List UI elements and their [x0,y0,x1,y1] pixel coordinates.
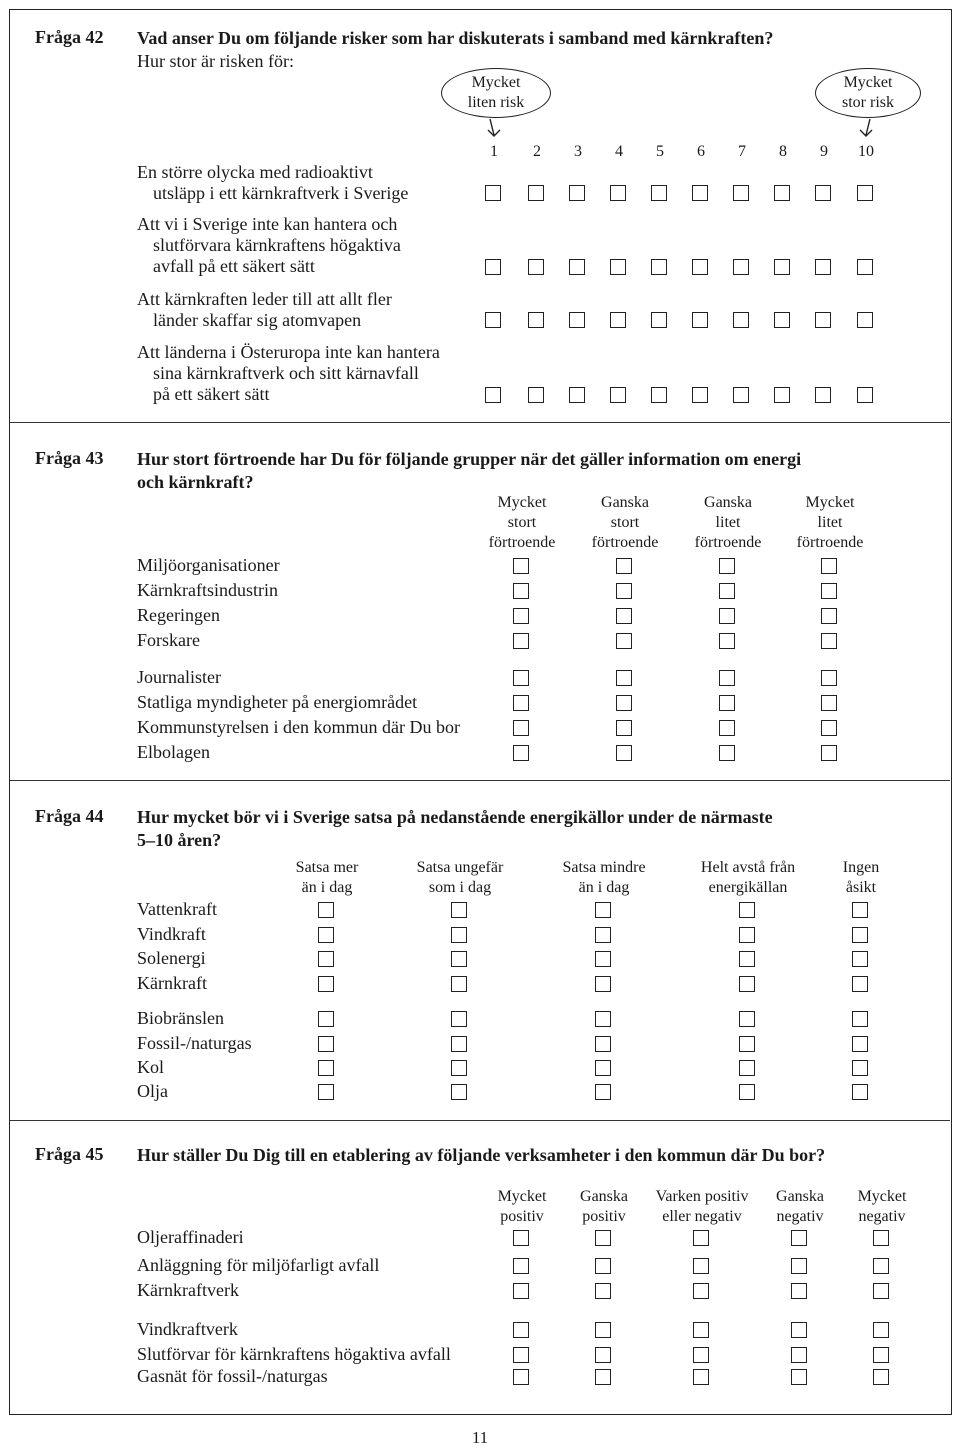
q42-question-line2: Hur stor är risken för: [137,51,294,71]
q44-item-6-checkbox-4[interactable] [739,1036,755,1052]
q44-number: Fråga 44 [35,806,104,826]
q42-high-label-line2: stor risk [842,94,894,111]
q45-number: Fråga 45 [35,1144,104,1164]
down-arrow-icon [486,118,502,142]
q45-item-1-checkbox-2[interactable] [595,1230,611,1246]
q43-item-6-checkbox-2[interactable] [616,695,632,711]
q44-item-5-checkbox-4[interactable] [739,1011,755,1027]
q44-item-5-label: Biobränslen [137,1008,224,1028]
q45-header-1-line1: Mycket [497,1188,547,1205]
q42-item-3-checkbox-8[interactable] [774,312,790,328]
q44-item-7-checkbox-2[interactable] [451,1060,467,1076]
q43-item-6-label: Statliga myndigheter på energiområdet [137,692,418,712]
q44-item-7-checkbox-3[interactable] [595,1060,611,1076]
q45-header-3 [656,1187,749,1227]
q43-header-3-line2: litet [715,514,741,531]
down-arrow-icon [858,118,874,142]
q42-number: Fråga 42 [35,27,104,47]
q43-item-5-checkbox-4[interactable] [821,670,837,686]
q44-header-5-line2: åsikt [845,879,877,896]
q44-item-5-checkbox-3[interactable] [595,1011,611,1027]
q43-item-3-checkbox-2[interactable] [616,608,632,624]
q45-header-5 [858,1187,907,1227]
q42-item-4-checkbox-4[interactable] [610,387,626,403]
q45-item-5-checkbox-3[interactable] [693,1347,709,1363]
q44-header-5 [843,858,879,898]
q43-item-8-checkbox-3[interactable] [719,745,735,761]
q44-item-7-label: Kol [137,1057,164,1077]
q42-item-3-checkbox-9[interactable] [815,312,831,328]
q45-header-3-line1: Varken positiv [655,1188,749,1205]
q43-header-2 [592,493,659,553]
section-divider [10,1120,950,1121]
q42-scale-3: 3 [574,143,582,160]
q44-item-6-checkbox-2[interactable] [451,1036,467,1052]
q43-item-6-checkbox-4[interactable] [821,695,837,711]
q45-item-1-checkbox-1[interactable] [513,1230,529,1246]
q43-header-1 [489,493,556,553]
q43-item-5-checkbox-2[interactable] [616,670,632,686]
q44-item-3-checkbox-2[interactable] [451,951,467,967]
q42-item-3-checkbox-10[interactable] [857,312,873,328]
q45-header-2 [580,1187,628,1227]
q44-header-1-line2: än i dag [301,879,353,896]
q42-item-3-checkbox-6[interactable] [692,312,708,328]
q44-item-6-checkbox-3[interactable] [595,1036,611,1052]
q43-header-3-line1: Ganska [704,494,752,511]
q43-header-1-line1: Mycket [497,494,547,511]
q42-item-1-checkbox-3[interactable] [569,185,585,201]
q43-item-3-label: Regeringen [137,605,220,625]
q45-item-6-checkbox-2[interactable] [595,1369,611,1385]
q45-item-5-label: Slutförvar för kärnkraftens högaktiva avfall [137,1344,451,1364]
q43-header-4-line3: förtroende [796,534,864,551]
q42-scale-4: 4 [615,143,623,160]
q44-header-4-line2: energikällan [708,879,788,896]
q42-item-3-checkbox-7[interactable] [733,312,749,328]
q42-item-3-checkbox-4[interactable] [610,312,626,328]
q43-item-6-checkbox-1[interactable] [513,695,529,711]
q45-item-3-label: Kärnkraftverk [137,1280,239,1300]
q42-item-1-checkbox-6[interactable] [692,185,708,201]
q42-item-1-checkbox-9[interactable] [815,185,831,201]
q42-item-2-checkbox-9[interactable] [815,259,831,275]
q44-item-1-checkbox-2[interactable] [451,902,467,918]
q43-item-3-checkbox-3[interactable] [719,608,735,624]
q42-item-1-checkbox-1[interactable] [485,185,501,201]
q44-item-6-checkbox-5[interactable] [852,1036,868,1052]
q43-item-2-checkbox-2[interactable] [616,583,632,599]
q42-item-1-checkbox-10[interactable] [857,185,873,201]
q42-low-label-line2: liten risk [467,94,525,111]
q43-item-2-checkbox-4[interactable] [821,583,837,599]
q44-header-2-line2: som i dag [428,879,492,896]
q42-question [137,27,773,73]
q42-item-3 [137,289,392,331]
q43-header-4-line2: litet [817,514,843,531]
q45-item-6-checkbox-4[interactable] [791,1369,807,1385]
q45-item-3-checkbox-3[interactable] [693,1283,709,1299]
q42-item-2-checkbox-2[interactable] [528,259,544,275]
q44-item-5-checkbox-5[interactable] [852,1011,868,1027]
q44-header-4 [701,858,795,898]
q45-item-2-checkbox-2[interactable] [595,1258,611,1274]
q45-header-4-line1: Ganska [776,1188,824,1205]
q44-item-7-checkbox-4[interactable] [739,1060,755,1076]
q43-header-1-line2: stort [507,514,537,531]
q43-item-4-checkbox-1[interactable] [513,633,529,649]
q42-item-4-checkbox-1[interactable] [485,387,501,403]
q45-item-1-checkbox-4[interactable] [791,1230,807,1246]
q43-header-1-line3: förtroende [488,534,556,551]
q44-item-1-checkbox-4[interactable] [739,902,755,918]
q44-item-4-checkbox-5[interactable] [852,976,868,992]
q42-low-label-bubble [441,68,551,118]
q45-header-4-line2: negativ [776,1208,824,1225]
q44-item-2-label: Vindkraft [137,924,206,944]
q44-question [137,806,773,852]
q42-item-2-checkbox-4[interactable] [610,259,626,275]
q42-item-3-line1: Att kärnkraften leder till att allt fler [137,289,392,309]
q44-item-4-checkbox-2[interactable] [451,976,467,992]
q45-item-1-label: Oljeraffinaderi [137,1227,244,1247]
q43-question-line2: och kärnkraft? [137,472,254,492]
q42-item-2-checkbox-8[interactable] [774,259,790,275]
q44-item-8-checkbox-2[interactable] [451,1084,467,1100]
q43-question-line1: Hur stort förtroende har Du för följande grupper när det gäller information om energi [137,449,802,469]
q43-item-7-checkbox-4[interactable] [821,720,837,736]
q45-item-3-checkbox-2[interactable] [595,1283,611,1299]
q44-item-8-checkbox-4[interactable] [739,1084,755,1100]
q42-scale-10: 10 [858,143,874,160]
q43-item-7-checkbox-2[interactable] [616,720,632,736]
q42-item-1 [137,162,408,204]
q42-item-2-line1: Att vi i Sverige inte kan hantera och [137,214,398,234]
q45-item-4-checkbox-5[interactable] [873,1322,889,1338]
q42-scale-1: 1 [490,143,498,160]
q45-item-2-checkbox-1[interactable] [513,1258,529,1274]
q44-question-line2: 5–10 åren? [137,830,222,850]
q43-number: Fråga 43 [35,448,104,468]
q42-item-4-checkbox-8[interactable] [774,387,790,403]
q43-header-2-line1: Ganska [601,494,649,511]
q42-item-4-checkbox-5[interactable] [651,387,667,403]
q43-item-8-checkbox-2[interactable] [616,745,632,761]
q42-item-1-checkbox-5[interactable] [651,185,667,201]
q43-item-5-label: Journalister [137,667,221,687]
q45-item-5-checkbox-4[interactable] [791,1347,807,1363]
q42-scale-9: 9 [820,143,828,160]
q45-item-1-checkbox-5[interactable] [873,1230,889,1246]
q42-item-4-checkbox-9[interactable] [815,387,831,403]
q42-item-4-line3: på ett säkert sätt [153,384,270,404]
q43-item-4-checkbox-4[interactable] [821,633,837,649]
q42-item-1-checkbox-8[interactable] [774,185,790,201]
q44-item-1-label: Vattenkraft [137,899,217,919]
q43-header-2-line3: förtroende [591,534,659,551]
q44-header-4-line1: Helt avstå från [700,859,796,876]
q45-header-4 [776,1187,824,1227]
q42-item-2 [137,214,401,277]
q45-item-3-checkbox-4[interactable] [791,1283,807,1299]
q45-item-6-checkbox-3[interactable] [693,1369,709,1385]
q43-header-2-line2: stort [610,514,640,531]
q42-scale-8: 8 [779,143,787,160]
q42-scale-6: 6 [697,143,705,160]
section-divider [10,780,950,781]
q44-question-line1: Hur mycket bör vi i Sverige satsa på nedanstående energikällor under de närmaste [137,807,773,827]
q42-high-label-line1: Mycket [843,74,893,91]
q43-item-6-checkbox-3[interactable] [719,695,735,711]
q45-item-4-checkbox-3[interactable] [693,1322,709,1338]
q42-item-1-line2: utsläpp i ett kärnkraftverk i Sverige [153,183,409,203]
q44-item-5-checkbox-1[interactable] [318,1011,334,1027]
q44-header-3-line1: Satsa mindre [562,859,646,876]
q45-item-2-label: Anläggning för miljöfarligt avfall [137,1255,380,1275]
q44-item-2-checkbox-2[interactable] [451,927,467,943]
q43-item-7-checkbox-3[interactable] [719,720,735,736]
q45-item-2-checkbox-5[interactable] [873,1258,889,1274]
q45-header-1 [498,1187,547,1227]
q45-item-6-checkbox-5[interactable] [873,1369,889,1385]
q42-item-3-checkbox-1[interactable] [485,312,501,328]
q42-item-2-line2: slutförvara kärnkraftens högaktiva [153,235,401,255]
q43-item-4-checkbox-3[interactable] [719,633,735,649]
q45-header-5-line2: negativ [858,1208,906,1225]
q42-item-2-checkbox-1[interactable] [485,259,501,275]
q44-item-1-checkbox-5[interactable] [852,902,868,918]
q43-item-5-checkbox-3[interactable] [719,670,735,686]
q43-header-3 [695,493,762,553]
q43-item-2-checkbox-3[interactable] [719,583,735,599]
q43-item-7-label: Kommunstyrelsen i den kommun där Du bor [137,717,460,737]
q43-item-5-checkbox-1[interactable] [513,670,529,686]
q44-item-5-checkbox-2[interactable] [451,1011,467,1027]
q45-item-5-checkbox-1[interactable] [513,1347,529,1363]
q45-item-4-checkbox-2[interactable] [595,1322,611,1338]
q43-item-4-checkbox-2[interactable] [616,633,632,649]
q45-header-2-line1: Ganska [580,1188,628,1205]
q42-scale-2: 2 [533,143,541,160]
q42-scale-7: 7 [738,143,746,160]
q42-item-4-checkbox-6[interactable] [692,387,708,403]
q42-low-label-line1: Mycket [471,74,521,91]
q42-item-4-checkbox-7[interactable] [733,387,749,403]
q42-item-2-checkbox-3[interactable] [569,259,585,275]
q44-item-2-checkbox-5[interactable] [852,927,868,943]
q42-item-2-line3: avfall på ett säkert sätt [153,256,315,276]
q42-item-4-checkbox-2[interactable] [528,387,544,403]
q45-item-6-checkbox-1[interactable] [513,1369,529,1385]
q45-item-2-checkbox-3[interactable] [693,1258,709,1274]
q43-item-1-checkbox-1[interactable] [513,558,529,574]
q45-header-3-line2: eller negativ [662,1208,742,1225]
q45-header-5-line1: Mycket [857,1188,907,1205]
q44-item-8-label: Olja [137,1081,168,1101]
q44-item-1-checkbox-3[interactable] [595,902,611,918]
q44-item-7-checkbox-5[interactable] [852,1060,868,1076]
q44-header-3 [562,858,645,898]
q42-high-label-bubble [815,68,921,118]
q42-item-3-checkbox-3[interactable] [569,312,585,328]
q44-item-4-checkbox-3[interactable] [595,976,611,992]
q45-item-3-checkbox-5[interactable] [873,1283,889,1299]
q43-item-1-checkbox-3[interactable] [719,558,735,574]
q44-item-6-checkbox-1[interactable] [318,1036,334,1052]
q43-item-1-label: Miljöorganisationer [137,555,280,575]
q44-item-4-checkbox-1[interactable] [318,976,334,992]
q45-item-4-checkbox-1[interactable] [513,1322,529,1338]
q44-header-2 [417,858,504,898]
page-number: 11 [471,1428,489,1447]
q42-item-4-line2: sina kärnkraftverk och sitt kärnavfall [153,363,419,383]
q42-item-4-checkbox-3[interactable] [569,387,585,403]
q43-header-4 [797,493,864,553]
q45-item-6-label: Gasnät för fossil-/naturgas [137,1366,328,1386]
q44-header-5-line1: Ingen [842,859,880,876]
q45-header-2-line2: positiv [582,1208,626,1225]
q42-scale-5: 5 [656,143,664,160]
q44-item-3-checkbox-3[interactable] [595,951,611,967]
q43-item-8-label: Elbolagen [137,742,210,762]
q44-header-1 [296,858,359,898]
q42-question-line1: Vad anser Du om följande risker som har diskuterats i samband med kärnkraften? [137,28,774,48]
section-divider [10,422,950,423]
q42-item-4-checkbox-10[interactable] [857,387,873,403]
q42-item-2-checkbox-6[interactable] [692,259,708,275]
q42-item-1-checkbox-4[interactable] [610,185,626,201]
q42-item-3-line2: länder skaffar sig atomvapen [153,310,362,330]
q42-item-2-checkbox-10[interactable] [857,259,873,275]
q44-item-4-label: Kärnkraft [137,973,207,993]
q44-item-8-checkbox-5[interactable] [852,1084,868,1100]
q44-header-2-line1: Satsa ungefär [416,859,504,876]
q43-item-2-label: Kärnkraftsindustrin [137,580,278,600]
q44-item-3-checkbox-1[interactable] [318,951,334,967]
q42-item-3-checkbox-5[interactable] [651,312,667,328]
q42-item-1-checkbox-7[interactable] [733,185,749,201]
q43-item-8-checkbox-4[interactable] [821,745,837,761]
q44-header-3-line2: än i dag [578,879,630,896]
q42-item-2-checkbox-7[interactable] [733,259,749,275]
q44-item-7-checkbox-1[interactable] [318,1060,334,1076]
q45-item-2-checkbox-4[interactable] [791,1258,807,1274]
q45-item-3-checkbox-1[interactable] [513,1283,529,1299]
q44-item-1-checkbox-1[interactable] [318,902,334,918]
q42-item-1-line1: En större olycka med radioaktivt [137,162,373,182]
q42-item-2-checkbox-5[interactable] [651,259,667,275]
q44-item-8-checkbox-1[interactable] [318,1084,334,1100]
q43-question [137,448,801,494]
q43-item-2-checkbox-1[interactable] [513,583,529,599]
q43-item-8-checkbox-1[interactable] [513,745,529,761]
q42-item-4 [137,342,440,405]
q43-item-4-label: Forskare [137,630,200,650]
q45-item-5-checkbox-2[interactable] [595,1347,611,1363]
q45-item-4-checkbox-4[interactable] [791,1322,807,1338]
q45-item-4-label: Vindkraftverk [137,1319,238,1339]
q45-item-1-checkbox-3[interactable] [693,1230,709,1246]
q43-item-3-checkbox-1[interactable] [513,608,529,624]
q44-header-1-line1: Satsa mer [295,859,359,876]
q43-header-3-line3: förtroende [694,534,762,551]
q43-item-1-checkbox-4[interactable] [821,558,837,574]
q45-item-5-checkbox-5[interactable] [873,1347,889,1363]
q42-item-4-line1: Att länderna i Österuropa inte kan hantera [137,342,440,362]
q44-item-2-checkbox-4[interactable] [739,927,755,943]
q44-item-3-checkbox-5[interactable] [852,951,868,967]
q44-item-4-checkbox-4[interactable] [739,976,755,992]
q44-item-3-checkbox-4[interactable] [739,951,755,967]
q43-item-1-checkbox-2[interactable] [616,558,632,574]
q45-question: Hur ställer Du Dig till en etablering av följande verksamheter i den kommun där Du bor? [137,1145,826,1165]
q44-item-3-label: Solenergi [137,948,206,968]
q42-item-3-checkbox-2[interactable] [528,312,544,328]
q44-item-8-checkbox-3[interactable] [595,1084,611,1100]
q43-item-7-checkbox-1[interactable] [513,720,529,736]
q44-item-6-label: Fossil-/naturgas [137,1033,252,1053]
q43-header-4-line1: Mycket [805,494,855,511]
q44-item-2-checkbox-3[interactable] [595,927,611,943]
q45-header-1-line2: positiv [500,1208,544,1225]
q43-item-3-checkbox-4[interactable] [821,608,837,624]
q42-item-1-checkbox-2[interactable] [528,185,544,201]
q44-item-2-checkbox-1[interactable] [318,927,334,943]
